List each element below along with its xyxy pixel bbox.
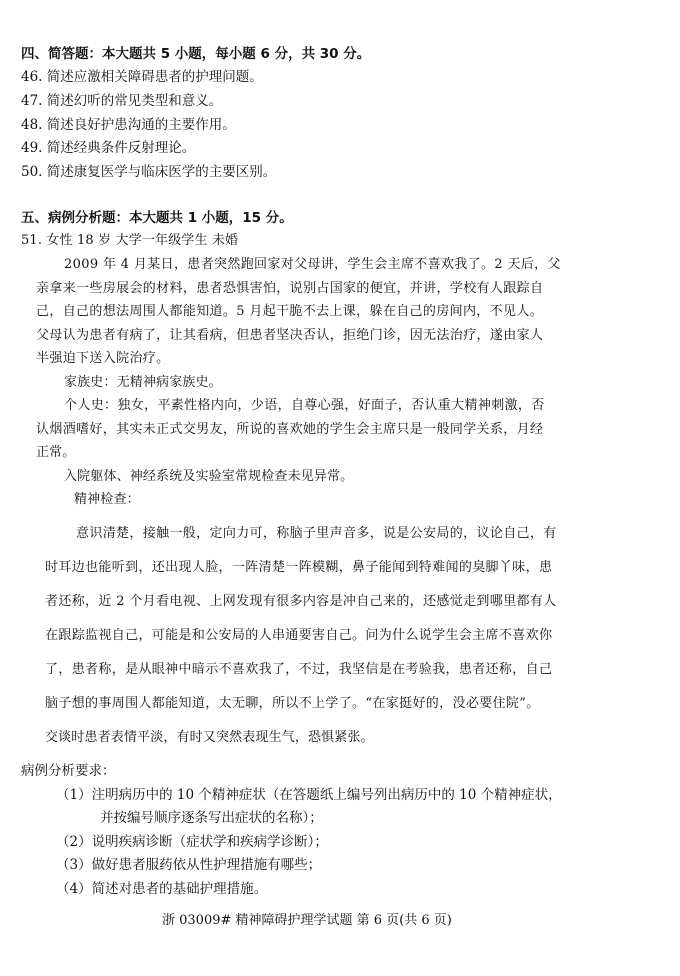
history-line-1: 2009 年 4 月某日，患者突然跑回家对父母讲，学生会主席不喜欢我了。2 天后，父 [64,257,561,272]
physical-exam: 入院躯体、神经系统及实验室常规检查未见异常。 [64,469,354,484]
mental-exam-line-7: 交谈时患者表情平淡，有时又突然表现生气，恐惧紧张。 [45,730,374,745]
history-line-2: 亲拿来一些房展会的材料，患者恐惧害怕，说别占国家的便宜，并讲，学校有人跟踪自 [36,281,544,296]
question-50: 50. 简述康复医学与临床医学的主要区别。 [21,164,277,180]
mental-exam-label: 精神检查： [74,492,140,507]
mental-exam-line-4: 在跟踪监视自己，可能是和公安局的人串通要害自己。问为什么说学生会主席不喜欢你 [45,628,553,643]
requirement-3: （3）做好患者服药依从性护理措施有哪些； [56,857,322,873]
mental-exam-line-2: 时耳边也能听到，还出现人脸，一阵清楚一阵模糊，鼻子能闻到特难闻的臭脚丫味，患 [45,560,553,575]
history-line-5: 半强迫下送入院治疗。 [36,351,170,366]
personal-history-line-3: 正常。 [36,445,76,460]
section5-heading: 五、病例分析题：本大题共 1 小题，15 分。 [21,210,293,226]
case-header: 51. 女性 18 岁 大学一年级学生 未婚 [21,233,239,248]
question-48: 48. 简述良好护患沟通的主要作用。 [21,117,236,133]
page-footer: 浙 03009# 精神障碍护理学试题 第 6 页(共 6 页) [162,913,452,928]
requirements-label: 病例分析要求： [21,763,116,779]
section4-heading: 四、简答题：本大题共 5 小题，每小题 6 分，共 30 分。 [21,46,371,62]
mental-exam-line-5: 了，患者称，是从眼神中暗示不喜欢我了，不过，我坚信是在考验我，患者还称，自己 [45,662,553,677]
mental-exam-line-1: 意识清楚，接触一般，定向力可，称脑子里声音多，说是公安局的，议论自己，有 [76,526,557,541]
requirement-1: （1）注明病历中的 10 个精神症状（在答题纸上编号列出病历中的 10 个精神症状， [56,787,562,803]
question-46: 46. 简述应激相关障碍患者的护理问题。 [21,69,263,85]
history-line-4: 父母认为患者有病了，让其看病，但患者坚决否认，拒绝门诊，因无法治疗，遂由家人 [36,328,544,343]
requirement-1-continued: 并按编号顺序逐条写出症状的名称）； [100,810,323,826]
family-history: 家族史：无精神病家族史。 [64,375,222,390]
question-47: 47. 简述幻听的常见类型和意义。 [21,93,223,109]
question-49: 49. 简述经典条件反射理论。 [21,140,196,156]
mental-exam-line-6: 脑子想的事周围人都能知道，太无聊，所以不上学了。“在家挺好的，没必要住院”。 [45,696,540,711]
mental-exam-line-3: 者还称，近 2 个月看电视、上网发现有很多内容是冲自己来的，还感觉走到哪里都有人 [45,594,557,609]
personal-history-line-2: 认烟酒嗜好，其实未正式交男友，所说的喜欢她的学生会主席只是一般同学关系，月经 [36,422,544,437]
history-line-3: 己，自己的想法周围人都能知道。5 月起干脆不去上课，躲在自己的房间内，不见人。 [36,304,544,319]
requirement-4: （4）简述对患者的基础护理措施。 [56,881,268,897]
requirement-2: （2）说明疾病诊断（症状学和疾病学诊断）； [56,834,328,850]
personal-history-line-1: 个人史：独女，平素性格内向，少语，自尊心强，好面子，否认重大精神刺激，否 [64,398,545,413]
